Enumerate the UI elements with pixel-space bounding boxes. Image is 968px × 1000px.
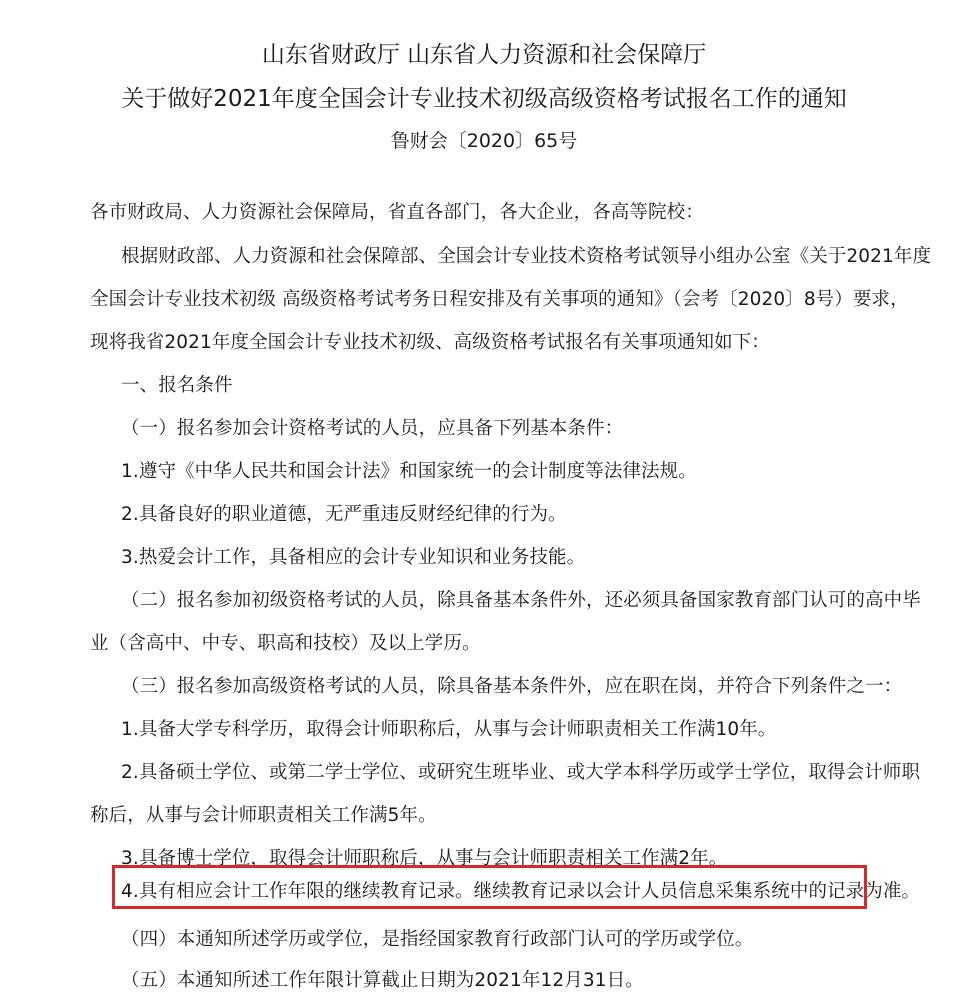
senior-condition-2-line-1: 2.具备硕士学位、或第二学士学位、或研究生班毕业、或大学本科学历或学士学位，取得会计师职 (121, 762, 921, 783)
subsection-1: （一）报名参加会计资格考试的人员，应具备下列基本条件： (121, 418, 624, 439)
subsection-2-line-2: 业（含高中、中专、职高和技校）及以上学历。 (90, 633, 481, 654)
document-title: 关于做好2021年度全国会计专业技术初级高级资格考试报名工作的通知 (121, 86, 847, 112)
senior-condition-1: 1.具备大学专科学历，取得会计师职称后，从事与会计师职责相关工作满10年。 (121, 719, 777, 740)
subsection-3: （三）报名参加高级资格考试的人员，除具备基本条件外，应在职在岗，并符合下列条件之一： (121, 676, 903, 697)
senior-condition-4: 4.具有相应会计工作年限的继续教育记录。继续教育记录以会计人员信息采集系统中的记录为准。 (121, 881, 921, 902)
condition-item-1: 1.遵守《中华人民共和国会计法》和国家统一的会计制度等法律法规。 (121, 461, 697, 482)
subsection-4: （四）本通知所述学历或学位，是指经国家教育行政部门认可的学历或学位。 (121, 929, 754, 950)
issuing-agencies: 山东省财政厅 山东省人力资源和社会保障厅 (261, 42, 707, 68)
subsection-5: （五）本通知所述工作年限计算截止日期为2021年12月31日。 (121, 970, 644, 991)
senior-condition-2-line-2: 称后，从事与会计师职责相关工作满5年。 (90, 805, 437, 826)
section-title-registration-conditions: 一、报名条件 (121, 375, 233, 396)
document-number: 鲁财会〔2020〕65号 (390, 130, 578, 152)
addressee: 各市财政局、人力资源社会保障局，省直各部门，各大企业，各高等院校： (90, 202, 704, 223)
intro-line-1: 根据财政部、人力资源和社会保障部、全国会计专业技术资格考试领导小组办公室《关于2021年度 (121, 246, 932, 267)
subsection-2-line-1: （二）报名参加初级资格考试的人员，除具备基本条件外，还必须具备国家教育部门认可的高中毕 (121, 590, 921, 611)
intro-line-2: 全国会计专业技术初级 高级资格考试考务日程安排及有关事项的通知》（会考〔2020〕8号）要求， (90, 289, 909, 310)
intro-line-3: 现将我省2021年度全国会计专业技术初级、高级资格考试报名有关事项通知如下： (90, 332, 770, 353)
condition-item-3: 3.热爱会计工作，具备相应的会计专业知识和业务技能。 (121, 547, 586, 568)
senior-condition-3: 3.具备博士学位，取得会计师职称后，从事与会计师职责相关工作满2年。 (121, 848, 728, 869)
condition-item-2: 2.具备良好的职业道德，无严重违反财经纪律的行为。 (121, 504, 567, 525)
red-highlight-box (112, 865, 867, 909)
